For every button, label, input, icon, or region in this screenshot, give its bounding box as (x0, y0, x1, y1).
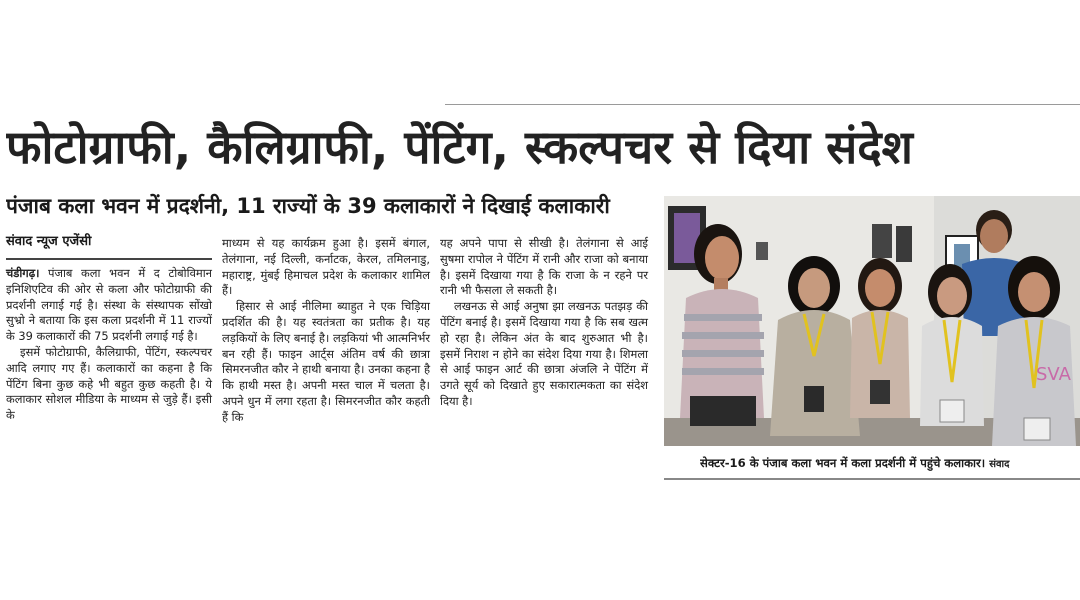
news-photo-artists-illustration (664, 196, 1080, 446)
top-rule (445, 104, 1080, 105)
column-3-paragraph-2: लखनऊ से आई अनुषा झा लखनऊ पतझड़ की पेंटिंग बनाई है। इसमें दिखाया गया है कि सब खत्म हो रहा है। लेकिन अंत के बाद शुरुआत भी है। इसमें निराश न होने का संदेश दिया गया है। शिमला से आई फाइन आर्ट की छात्रा अंजलि ने पेंटिंग में उगते सूर्य को दिखाते हुए सकारात्मकता का संदेश दिया है। (440, 299, 648, 408)
column-3-paragraph-1: यह अपने पापा से सीखी है। तेलंगाना से आई सुषमा रापोल ने पेंटिंग में रानी और राजा को बनाया है। इसमें दिखाया गया है कि राजा के न रहने पर रानी भी फैसला ले सकती है। (440, 236, 648, 298)
column-1-paragraph-2: इसमें फोटोग्राफी, कैलिग्राफी, पेंटिंग, स्कल्पचर आदि लगाए गए हैं। कलाकारों का कहना है कि पेंटिंग बिना कुछ कहे भी बहुत कुछ कहती है। ये कलाकार सोशल मीडिया के माध्यम से जुड़े हैं। इसी के (6, 344, 212, 423)
column-1-text-1: पंजाब कला भवन में द टोबोविमान इनिशिएटिव की ओर से कला और फोटोग्राफी की प्रदर्शनी लगाई गई है। संस्था के संस्थापक सोंखो सुभ्रो ने बताया कि इस कला प्रदर्शनी में 11 राज्यों के 39 कलाकारों की 75 प्रदर्शनी लगाई गई है। (6, 266, 212, 344)
news-photo (664, 196, 1080, 446)
photo-caption-text: सेक्टर-16 के पंजाब कला भवन में कला प्रदर्शनी में पहुंचे कलाकार। (700, 456, 986, 470)
column-2-paragraph-1: माध्यम से यह कार्यक्रम हुआ है। इसमें बंगाल, तेलंगाना, नई दिल्ली, कर्नाटक, केरल, तमिलनाडु, महाराष्ट्र, मुंबई हिमाचल प्रदेश के कलाकार शामिल हैं। (222, 236, 430, 298)
caption-rule (664, 478, 1080, 480)
byline-rule (6, 258, 212, 260)
article-column-1 (6, 266, 212, 424)
column-2-paragraph-2: हिसार से आई नीलिमा ब्याहुत ने एक चिड़िया प्रदर्शित की है। यह स्वतंत्रता का प्रतीक है। यह लड़कियों के लिए बनाई है। लड़कियां भी आत्मनिर्भर बन रही हैं। फाइन आर्ट्स अंतिम वर्ष की छात्रा सिमरनजीत कौर ने हाथी बनाया है। उनका कहना है कि हाथी मस्त है। अपनी मस्त चाल में चलता है। अपने धुन में लगा रहता है। सिमरनजीत कौर कहती हैं कि (222, 299, 430, 424)
byline: संवाद न्यूज एजेंसी (6, 234, 92, 249)
column-1-paragraph-1 (6, 266, 212, 345)
photo-shirt-lettering: SVA (1036, 364, 1071, 385)
subheadline: पंजाब कला भवन में प्रदर्शनी, 11 राज्यों के 39 कलाकारों ने दिखाई कलाकारी (6, 194, 610, 218)
headline: फोटोग्राफी, कैलिग्राफी, पेंटिंग, स्कल्पचर से दिया संदेश (6, 120, 913, 174)
article-column-3 (440, 236, 648, 410)
article-column-2 (222, 236, 430, 426)
dateline: चंडीगढ़। (6, 266, 40, 280)
photo-caption (700, 452, 1080, 474)
photo-credit: संवाद (989, 459, 1010, 470)
